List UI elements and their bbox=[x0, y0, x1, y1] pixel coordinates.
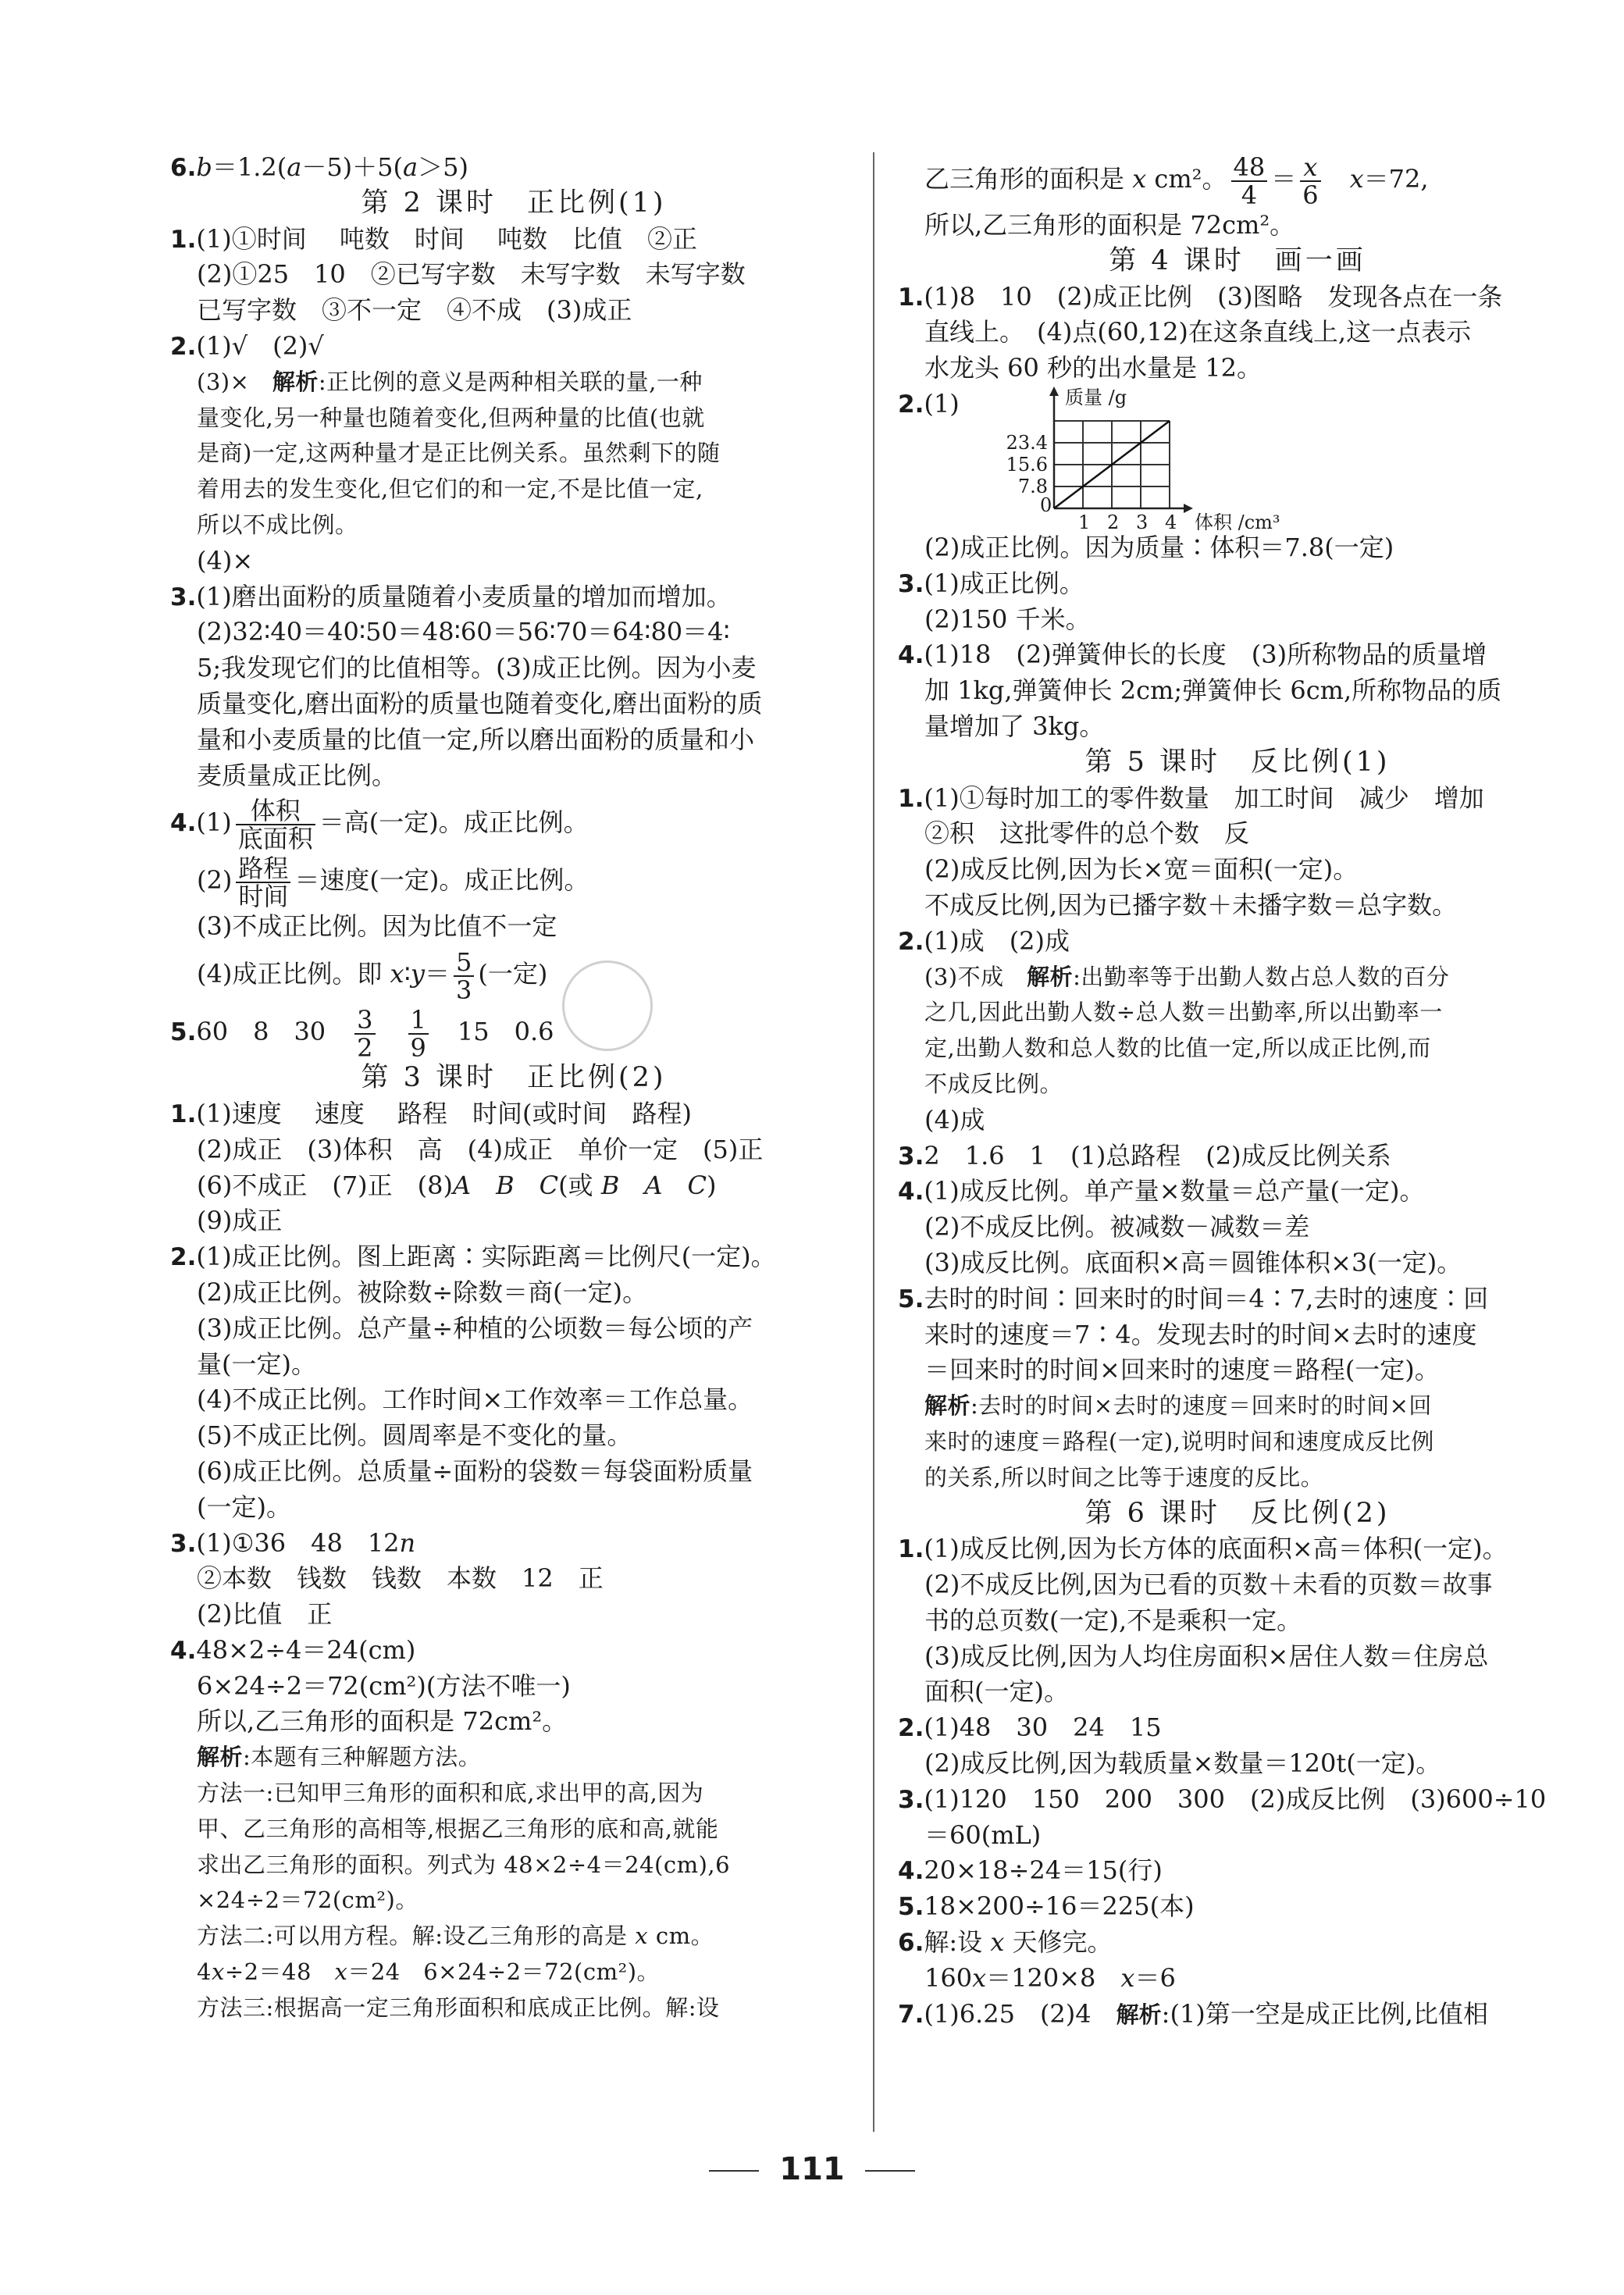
x-axis-arrow bbox=[1184, 504, 1193, 513]
answer-line bbox=[898, 637, 1577, 673]
answer-text: (2) $\frac{\text{路程}}{\text{时间}}$ ＝速度(一定)。成正比例。 bbox=[197, 853, 589, 911]
answer-line bbox=[170, 1990, 857, 2026]
answer-text: (1)磨出面粉的质量随着小麦质量的增加而增加。 bbox=[196, 581, 732, 611]
answer-line bbox=[170, 1597, 857, 1633]
answer-line bbox=[898, 1246, 1577, 1281]
answer-line bbox=[170, 150, 857, 186]
question-number: 4. bbox=[170, 809, 197, 838]
answer-line bbox=[898, 602, 1577, 638]
question-number: 5. bbox=[898, 1893, 924, 1922]
answer-line bbox=[898, 208, 1577, 244]
answer-line bbox=[898, 1352, 1577, 1388]
x-tick-label: 3 bbox=[1136, 511, 1149, 530]
y-axis-label: 质量 /g bbox=[1065, 386, 1127, 408]
answer-line bbox=[898, 1889, 1577, 1925]
answer-text: (1)速度 速度 路程 时间(或时间 路程) bbox=[196, 1098, 693, 1128]
answer-line bbox=[898, 1639, 1577, 1675]
answer-line bbox=[898, 1531, 1577, 1567]
answer-line bbox=[170, 1347, 857, 1383]
answer-text: (2)成正 (3)体积 高 (4)成正 单价一定 (5)正 bbox=[197, 1134, 764, 1164]
lesson-heading: 第 3 课时 正比例(2) bbox=[361, 1062, 667, 1094]
answer-text: (3)不成 解析:出勤率等于出勤人数占总人数的百分 bbox=[924, 963, 1450, 990]
answer-text: (4)不成正比例。工作时间×工作效率＝工作总量。 bbox=[197, 1384, 753, 1415]
answer-text: 方法一:已知甲三角形的面积和底,求出甲的高,因为 bbox=[197, 1780, 704, 1807]
answer-line bbox=[898, 1674, 1577, 1710]
answer-text: 甲、乙三角形的高相等,根据乙三角形的底和高,就能 bbox=[197, 1815, 719, 1842]
answer-text: 不成反比例,因为已播字数＋未播字数＝总字数。 bbox=[924, 889, 1458, 920]
answer-text: ②本数 钱数 钱数 本数 12 正 bbox=[197, 1563, 604, 1594]
answer-line bbox=[898, 1139, 1577, 1174]
answer-text: 麦质量成正比例。 bbox=[197, 760, 397, 790]
answer-text: 所以不成比例。 bbox=[197, 511, 358, 538]
answer-text: (1)①每时加工的零件数量 加工时间 减少 增加 bbox=[924, 782, 1484, 813]
answer-text: (1)成正比例。 bbox=[924, 568, 1084, 598]
answer-line bbox=[170, 1883, 857, 1919]
answer-line bbox=[898, 1424, 1577, 1460]
answer-text: 18×200÷16＝225(本) bbox=[924, 1891, 1195, 1922]
answer-line bbox=[170, 1740, 857, 1776]
answer-line bbox=[170, 365, 857, 401]
answer-text: 书的总页数(一定),不是乘积一定。 bbox=[924, 1605, 1302, 1635]
answer-text: 所以,乙三角形的面积是 72cm²。 bbox=[197, 1706, 568, 1737]
answer-line bbox=[170, 1003, 857, 1063]
answer-text: (2)成正比例。被除数÷除数＝商(一定)。 bbox=[197, 1277, 648, 1307]
question-number: 3. bbox=[170, 1529, 197, 1558]
answer-line bbox=[170, 1203, 857, 1239]
answer-line bbox=[898, 1782, 1577, 1818]
answer-line bbox=[898, 1710, 1577, 1746]
answer-text: (1)成正比例。图上距离∶实际距离＝比例尺(一定)。 bbox=[196, 1242, 776, 1272]
answer-text: (1)48 30 24 15 bbox=[924, 1712, 1162, 1743]
answer-text: (4)成 bbox=[924, 1104, 985, 1135]
answer-line bbox=[898, 673, 1577, 709]
question-number: 5. bbox=[898, 1285, 924, 1313]
answer-line bbox=[170, 1848, 857, 1883]
answer-line bbox=[898, 995, 1577, 1031]
answer-text: 5;我发现它们的比值相等。(3)成正比例。因为小麦 bbox=[197, 653, 757, 683]
answer-text: (3)成反比例。底面积×高＝圆锥体积×3(一定)。 bbox=[924, 1247, 1462, 1278]
question-number: 4. bbox=[898, 641, 924, 670]
answer-line bbox=[898, 1210, 1577, 1246]
answer-line bbox=[170, 293, 857, 329]
answer-text: (1)6.25 (2)4 解析:(1)第一空是成正比例,比值相 bbox=[924, 1998, 1488, 2029]
answer-text: 方法二:可以用方程。解:设乙三角形的高是 x cm。 bbox=[197, 1923, 714, 1950]
question-number: 4. bbox=[898, 1857, 924, 1886]
answer-text: (1)√ (2)√ bbox=[196, 330, 324, 361]
question-number: 1. bbox=[898, 283, 924, 312]
answer-text: 的关系,所以时间之比等于速度的反比。 bbox=[924, 1463, 1324, 1491]
answer-line bbox=[170, 1311, 857, 1347]
answer-line bbox=[170, 1812, 857, 1848]
answer-line bbox=[898, 1961, 1577, 1997]
answer-line bbox=[170, 401, 857, 437]
page-number-text: 111 bbox=[779, 2151, 845, 2187]
answer-text: 60 8 30 $\frac{3}{2}$ $\frac{1}{9}$ 15 0.6 bbox=[196, 1004, 554, 1063]
question-number: 1. bbox=[898, 1535, 924, 1564]
lesson-heading: 第 6 课时 反比例(2) bbox=[1084, 1497, 1391, 1529]
answer-line bbox=[170, 615, 857, 650]
answer-text: 6×24÷2＝72(cm²)(方法不唯一) bbox=[197, 1670, 571, 1701]
answer-line bbox=[170, 508, 857, 543]
answer-text: ×24÷2＝72(cm²)。 bbox=[197, 1887, 418, 1914]
answer-text: (1)成反比例,因为长方体的底面积×高＝体积(一定)。 bbox=[924, 1534, 1508, 1564]
answer-text: (3)不成正比例。因为比值不一定 bbox=[197, 911, 557, 942]
lesson-heading: 第 4 课时 画一画 bbox=[1109, 244, 1366, 276]
answer-text: (2)32∶40＝40∶50＝48∶60＝56∶70＝64∶80＝4∶ bbox=[197, 617, 730, 647]
answer-line bbox=[898, 315, 1577, 351]
answer-line bbox=[898, 960, 1577, 996]
answer-line bbox=[898, 709, 1577, 745]
column-divider bbox=[873, 152, 874, 2132]
answer-text: (2)成反比例,因为长×宽＝面积(一定)。 bbox=[924, 854, 1359, 885]
answer-text: 质量变化,磨出面粉的质量也随着变化,磨出面粉的质 bbox=[197, 688, 763, 718]
answer-line bbox=[170, 1132, 857, 1168]
answer-line bbox=[898, 1997, 1577, 2033]
answer-line bbox=[170, 758, 857, 794]
answer-text: 乙三角形的面积是 x cm²。 $\frac{48}{4}$ ＝ $\frac{x}{6}$ x＝72, bbox=[924, 151, 1429, 210]
answer-text: (1)8 10 (2)成正比例 (3)图略 发现各点在一条 bbox=[924, 281, 1503, 312]
mass-volume-chart bbox=[976, 387, 1304, 540]
answer-text: (一定)。 bbox=[197, 1491, 291, 1522]
answer-line bbox=[898, 566, 1577, 602]
answer-text: 2 1.6 1 (1)总路程 (2)成反比例关系 bbox=[924, 1140, 1391, 1171]
answer-line bbox=[898, 1567, 1577, 1603]
answer-text: 不成反比例。 bbox=[924, 1070, 1063, 1097]
lesson-heading: 第 5 课时 反比例(1) bbox=[1084, 746, 1391, 778]
answer-text: 所以,乙三角形的面积是 72cm²。 bbox=[924, 210, 1295, 240]
answer-line bbox=[170, 945, 857, 1003]
answer-text: 量(一定)。 bbox=[197, 1349, 316, 1379]
lesson-heading: 第 2 课时 正比例(1) bbox=[361, 187, 667, 219]
y-tick-label: 15.6 bbox=[1006, 453, 1048, 476]
chart-svg bbox=[976, 387, 1304, 530]
answer-text: 量变化,另一种量也随着变化,但两种量的比值(也就 bbox=[197, 404, 705, 431]
answer-line bbox=[898, 852, 1577, 888]
answer-text: 4x÷2＝48 x＝24 6×24÷2＝72(cm²)。 bbox=[197, 1958, 661, 1986]
answer-line bbox=[170, 650, 857, 686]
answer-text: 解:设 x 天修完。 bbox=[924, 1927, 1113, 1958]
answer-text: 定,出勤人数和总人数的比值一定,所以成正比例,而 bbox=[924, 1035, 1431, 1062]
answer-text: (6)不成正 (7)正 (8)A B C(或 B A C) bbox=[197, 1170, 717, 1200]
answer-text: 160x＝120×8 x＝6 bbox=[924, 1962, 1176, 1993]
question-number: 6. bbox=[170, 154, 197, 182]
answer-line bbox=[898, 924, 1577, 960]
answer-line bbox=[898, 1460, 1577, 1496]
answer-line bbox=[898, 387, 1577, 530]
sub-question-label: (1) bbox=[924, 388, 960, 419]
answer-line bbox=[170, 1633, 857, 1669]
answer-line bbox=[170, 1776, 857, 1812]
question-number: 6. bbox=[898, 1929, 924, 1958]
question-number: 2. bbox=[170, 332, 197, 361]
answer-text: 着用去的发生变化,但它们的和一定,不是比值一定, bbox=[197, 476, 703, 503]
answer-line bbox=[898, 1281, 1577, 1317]
answer-line bbox=[170, 1454, 857, 1490]
answer-line bbox=[898, 1746, 1577, 1782]
left-column bbox=[170, 150, 857, 2026]
answer-text: (9)成正 bbox=[197, 1206, 283, 1236]
question-number: 2. bbox=[898, 390, 924, 419]
answer-text: 来时的速度＝7∶4。发现去时的时间×去时的速度 bbox=[924, 1319, 1477, 1349]
answer-line bbox=[170, 1704, 857, 1740]
answer-line bbox=[170, 1955, 857, 1990]
answer-text: (4)成正比例。即 x∶y＝ $\frac{5}{3}$ (一定) bbox=[197, 946, 548, 1005]
answer-line bbox=[170, 543, 857, 579]
answer-text: (1)成反比例。单产量×数量＝总产量(一定)。 bbox=[924, 1176, 1425, 1206]
answer-line bbox=[170, 793, 857, 851]
answer-line bbox=[170, 1418, 857, 1454]
answer-line bbox=[898, 1388, 1577, 1424]
answer-text: 来时的速度＝路程(一定),说明时间和速度成反比例 bbox=[924, 1427, 1434, 1455]
answer-line bbox=[170, 686, 857, 722]
answer-line bbox=[170, 222, 857, 258]
x-axis-label: 体积 /cm³ bbox=[1195, 511, 1280, 530]
answer-line bbox=[170, 1096, 857, 1132]
y-tick-label: 7.8 bbox=[1017, 475, 1048, 497]
question-number: 2. bbox=[898, 927, 924, 956]
question-number: 3. bbox=[898, 1142, 924, 1171]
answer-line bbox=[170, 579, 857, 615]
answer-line bbox=[170, 909, 857, 945]
answer-text: (3)成正比例。总产量÷种植的公顷数＝每公顷的产 bbox=[197, 1313, 753, 1343]
answer-line bbox=[170, 1561, 857, 1597]
answer-line bbox=[898, 1067, 1577, 1103]
answer-text: (2)不成反比例。被减数－减数＝差 bbox=[924, 1212, 1310, 1242]
answer-text: (2)①25 10 ②已写字数 未写字数 未写字数 bbox=[197, 259, 746, 290]
answer-text: (1)①36 48 12n bbox=[196, 1527, 416, 1558]
answer-text: 已写字数 ③不一定 ④不成 (3)成正 bbox=[197, 295, 632, 326]
answer-line bbox=[898, 1603, 1577, 1639]
answer-text: 去时的时间∶回来时的时间＝4∶7,去时的速度∶回 bbox=[924, 1283, 1489, 1313]
answer-text: 加 1kg,弹簧伸长 2cm;弹簧伸长 6cm,所称物品的质 bbox=[924, 675, 1502, 706]
answer-line bbox=[170, 1669, 857, 1705]
answer-text: (1)120 150 200 300 (2)成反比例 (3)600÷10 bbox=[924, 1784, 1547, 1814]
answer-text: (1) $\frac{\text{体积}}{\text{底面积}}$ ＝高(一定)。成正比例。 bbox=[196, 795, 589, 853]
answer-line bbox=[170, 1275, 857, 1311]
answer-text: (4)× bbox=[197, 545, 254, 576]
question-number: 1. bbox=[170, 1099, 197, 1128]
answer-line bbox=[898, 280, 1577, 315]
answer-text: (5)不成正比例。圆周率是不变化的量。 bbox=[197, 1420, 632, 1451]
question-number: 4. bbox=[170, 1636, 197, 1665]
answer-text: 直线上。 (4)点(60,12)在这条直线上,这一点表示 bbox=[924, 317, 1472, 347]
answer-text: 求出乙三角形的面积。列式为 48×2÷4＝24(cm),6 bbox=[197, 1851, 731, 1878]
answer-text: (6)成正比例。总质量÷面粉的袋数＝每袋面粉质量 bbox=[197, 1456, 753, 1486]
answer-line bbox=[898, 1925, 1577, 1961]
answer-line bbox=[898, 1174, 1577, 1210]
answer-text: 解析:去时的时间×去时的速度＝回来时的时间×回 bbox=[924, 1392, 1432, 1420]
answer-line bbox=[898, 150, 1577, 208]
answer-line bbox=[170, 1239, 857, 1275]
question-number: 2. bbox=[170, 1243, 197, 1272]
answer-text: (1)成 (2)成 bbox=[924, 925, 1070, 956]
answer-text: (1)18 (2)弹簧伸长的长度 (3)所称物品的质量增 bbox=[924, 640, 1487, 670]
question-number: 1. bbox=[170, 225, 197, 254]
x-tick-label: 4 bbox=[1165, 511, 1177, 530]
answer-line bbox=[170, 472, 857, 508]
answer-text: 20×18÷24＝15(行) bbox=[924, 1855, 1163, 1886]
answer-line bbox=[898, 1317, 1577, 1353]
answer-text: (3)× 解析:正比例的意义是两种相关联的量,一种 bbox=[197, 368, 703, 395]
answer-line bbox=[170, 329, 857, 365]
answer-line bbox=[898, 1853, 1577, 1889]
answer-line bbox=[170, 1919, 857, 1955]
answer-text: (2)比值 正 bbox=[197, 1599, 333, 1630]
answer-text: ＝回来时的时间×回来时的速度＝路程(一定)。 bbox=[924, 1355, 1440, 1385]
answer-line bbox=[898, 1031, 1577, 1067]
answer-line bbox=[898, 888, 1577, 924]
question-number: 2. bbox=[898, 1714, 924, 1743]
answer-text: 水龙头 60 秒的出水量是 12。 bbox=[924, 353, 1262, 383]
answer-text: 面积(一定)。 bbox=[924, 1677, 1069, 1707]
answer-text: ＝60(mL) bbox=[924, 1819, 1042, 1850]
answer-text: 48×2÷4＝24(cm) bbox=[196, 1634, 416, 1665]
x-tick-label: 0 bbox=[1040, 494, 1052, 516]
answer-line bbox=[898, 1103, 1577, 1139]
answer-line bbox=[898, 816, 1577, 852]
y-axis-arrow bbox=[1049, 387, 1059, 396]
answer-line bbox=[898, 781, 1577, 817]
right-column bbox=[898, 150, 1577, 2032]
question-number: 3. bbox=[898, 569, 924, 598]
answer-line bbox=[898, 351, 1577, 387]
answer-text: (2)不成反比例,因为已看的页数＋未看的页数＝故事 bbox=[924, 1570, 1493, 1600]
question-number: 4. bbox=[898, 1178, 924, 1206]
answer-text: 方法三:根据高一定三角形面积和底成正比例。解:设 bbox=[197, 1994, 720, 2021]
question-number: 1. bbox=[898, 784, 924, 813]
answer-text: (3)成反比例,因为人均住房面积×居住人数＝住房总 bbox=[924, 1641, 1489, 1671]
answer-line bbox=[170, 1526, 857, 1562]
question-number: 3. bbox=[170, 583, 197, 611]
answer-line bbox=[170, 257, 857, 293]
answer-text: 是商)一定,这两种量才是正比例关系。虽然剩下的随 bbox=[197, 440, 721, 467]
answer-line bbox=[898, 1818, 1577, 1854]
question-number: 5. bbox=[170, 1018, 197, 1047]
answer-text: 量增加了 3kg。 bbox=[924, 711, 1105, 741]
answer-line bbox=[170, 1382, 857, 1418]
answer-line bbox=[170, 851, 857, 909]
answer-line bbox=[170, 1168, 857, 1204]
x-tick-label: 2 bbox=[1107, 511, 1120, 530]
page-number bbox=[0, 2151, 1624, 2187]
answer-text: 解析:本题有三种解题方法。 bbox=[197, 1744, 482, 1771]
answer-line bbox=[170, 722, 857, 758]
y-tick-label: 23.4 bbox=[1006, 431, 1048, 454]
x-tick-label: 1 bbox=[1078, 511, 1091, 530]
answer-text: (1)①时间 吨数 时间 吨数 比值 ②正 bbox=[196, 223, 698, 254]
answer-text: (2)成反比例,因为载质量×数量＝120t(一定)。 bbox=[924, 1748, 1441, 1779]
question-number: 3. bbox=[898, 1785, 924, 1814]
answer-text: 量和小麦质量的比值一定,所以磨出面粉的质量和小 bbox=[197, 724, 755, 754]
seal-stamp bbox=[562, 960, 653, 1051]
answer-text: b＝1.2(a－5)＋5(a＞5) bbox=[196, 152, 468, 182]
answer-text: (2)成正比例。因为质量∶体积＝7.8(一定) bbox=[924, 532, 1394, 562]
answer-line bbox=[170, 1490, 857, 1526]
answer-line bbox=[170, 436, 857, 472]
answer-text: (2)150 千米。 bbox=[924, 604, 1091, 634]
answer-text: 之几,因此出勤人数÷总人数＝出勤率,所以出勤率一 bbox=[924, 999, 1443, 1026]
question-number: 7. bbox=[898, 2000, 924, 2029]
answer-text: ②积 这批零件的总个数 反 bbox=[924, 818, 1250, 849]
